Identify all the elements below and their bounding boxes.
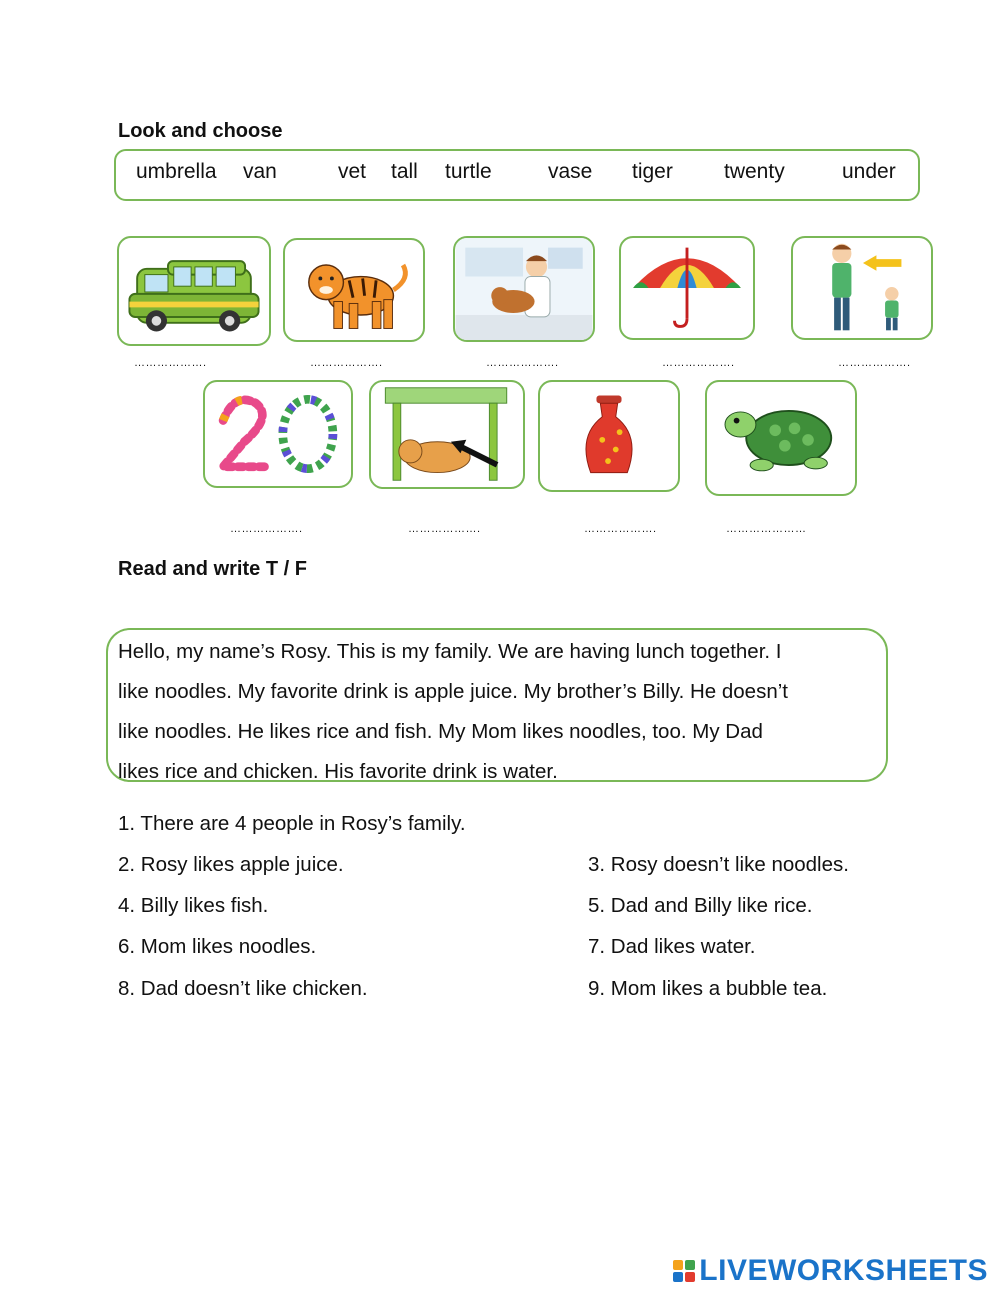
look-and-choose-heading: Look and choose: [118, 120, 283, 142]
logo-blocks-icon: [673, 1260, 695, 1282]
word-bank-item: tiger: [632, 160, 673, 183]
vase-picture: [538, 380, 680, 492]
word-bank-item: umbrella: [136, 160, 217, 183]
question-9: 9. Mom likes a bubble tea.: [588, 977, 828, 1000]
question-3: 3. Rosy doesn’t like noodles.: [588, 853, 849, 876]
tall-picture: [791, 236, 933, 340]
word-bank-item: tall: [391, 160, 418, 183]
vet-picture: [453, 236, 595, 342]
passage-line: like noodles. My favorite drink is apple juice. My brother’s Billy. He doesn’t: [118, 680, 788, 703]
question-6: 6. Mom likes noodles.: [118, 935, 317, 958]
word-bank-item: under: [842, 160, 896, 183]
answer-blank[interactable]: ……………….: [662, 357, 735, 369]
answer-blank[interactable]: ……………….: [310, 357, 383, 369]
word-bank-box: [114, 149, 920, 201]
twenty-picture: [203, 380, 353, 488]
logo-text: LIVEWORKSHEETS: [699, 1254, 988, 1287]
question-4: 4. Billy likes fish.: [118, 894, 269, 917]
read-and-write-heading: Read and write T / F: [118, 558, 307, 580]
word-bank-item: twenty: [724, 160, 785, 183]
question-7: 7. Dad likes water.: [588, 935, 756, 958]
answer-blank[interactable]: ……………….: [486, 357, 559, 369]
passage-line: Hello, my name’s Rosy. This is my family. We are having lunch together. I: [118, 640, 782, 663]
under-picture: [369, 380, 525, 489]
word-bank-item: van: [243, 160, 277, 183]
question-8: 8. Dad doesn’t like chicken.: [118, 977, 368, 1000]
passage-line: like noodles. He likes rice and fish. My Mom likes noodles, too. My Dad: [118, 720, 763, 743]
answer-blank[interactable]: ……………….: [230, 523, 303, 535]
question-5: 5. Dad and Billy like rice.: [588, 894, 813, 917]
word-bank-item: vase: [548, 160, 593, 183]
answer-blank[interactable]: ……………….: [584, 523, 657, 535]
tiger-picture: [283, 238, 425, 342]
umbrella-picture: [619, 236, 755, 340]
answer-blank[interactable]: ……………….: [408, 523, 481, 535]
answer-blank[interactable]: ……………….: [838, 357, 911, 369]
answer-blank[interactable]: …………………: [726, 523, 807, 535]
answer-blank[interactable]: ……………….: [134, 357, 207, 369]
question-2: 2. Rosy likes apple juice.: [118, 853, 344, 876]
word-bank-item: vet: [338, 160, 367, 183]
passage-line: likes rice and chicken. His favorite drink is water.: [118, 760, 558, 783]
word-bank-item: turtle: [445, 160, 492, 183]
question-1: 1. There are 4 people in Rosy’s family.: [118, 812, 466, 835]
liveworksheets-logo: [673, 1254, 988, 1288]
van-picture: [117, 236, 271, 346]
turtle-picture: [705, 380, 857, 496]
